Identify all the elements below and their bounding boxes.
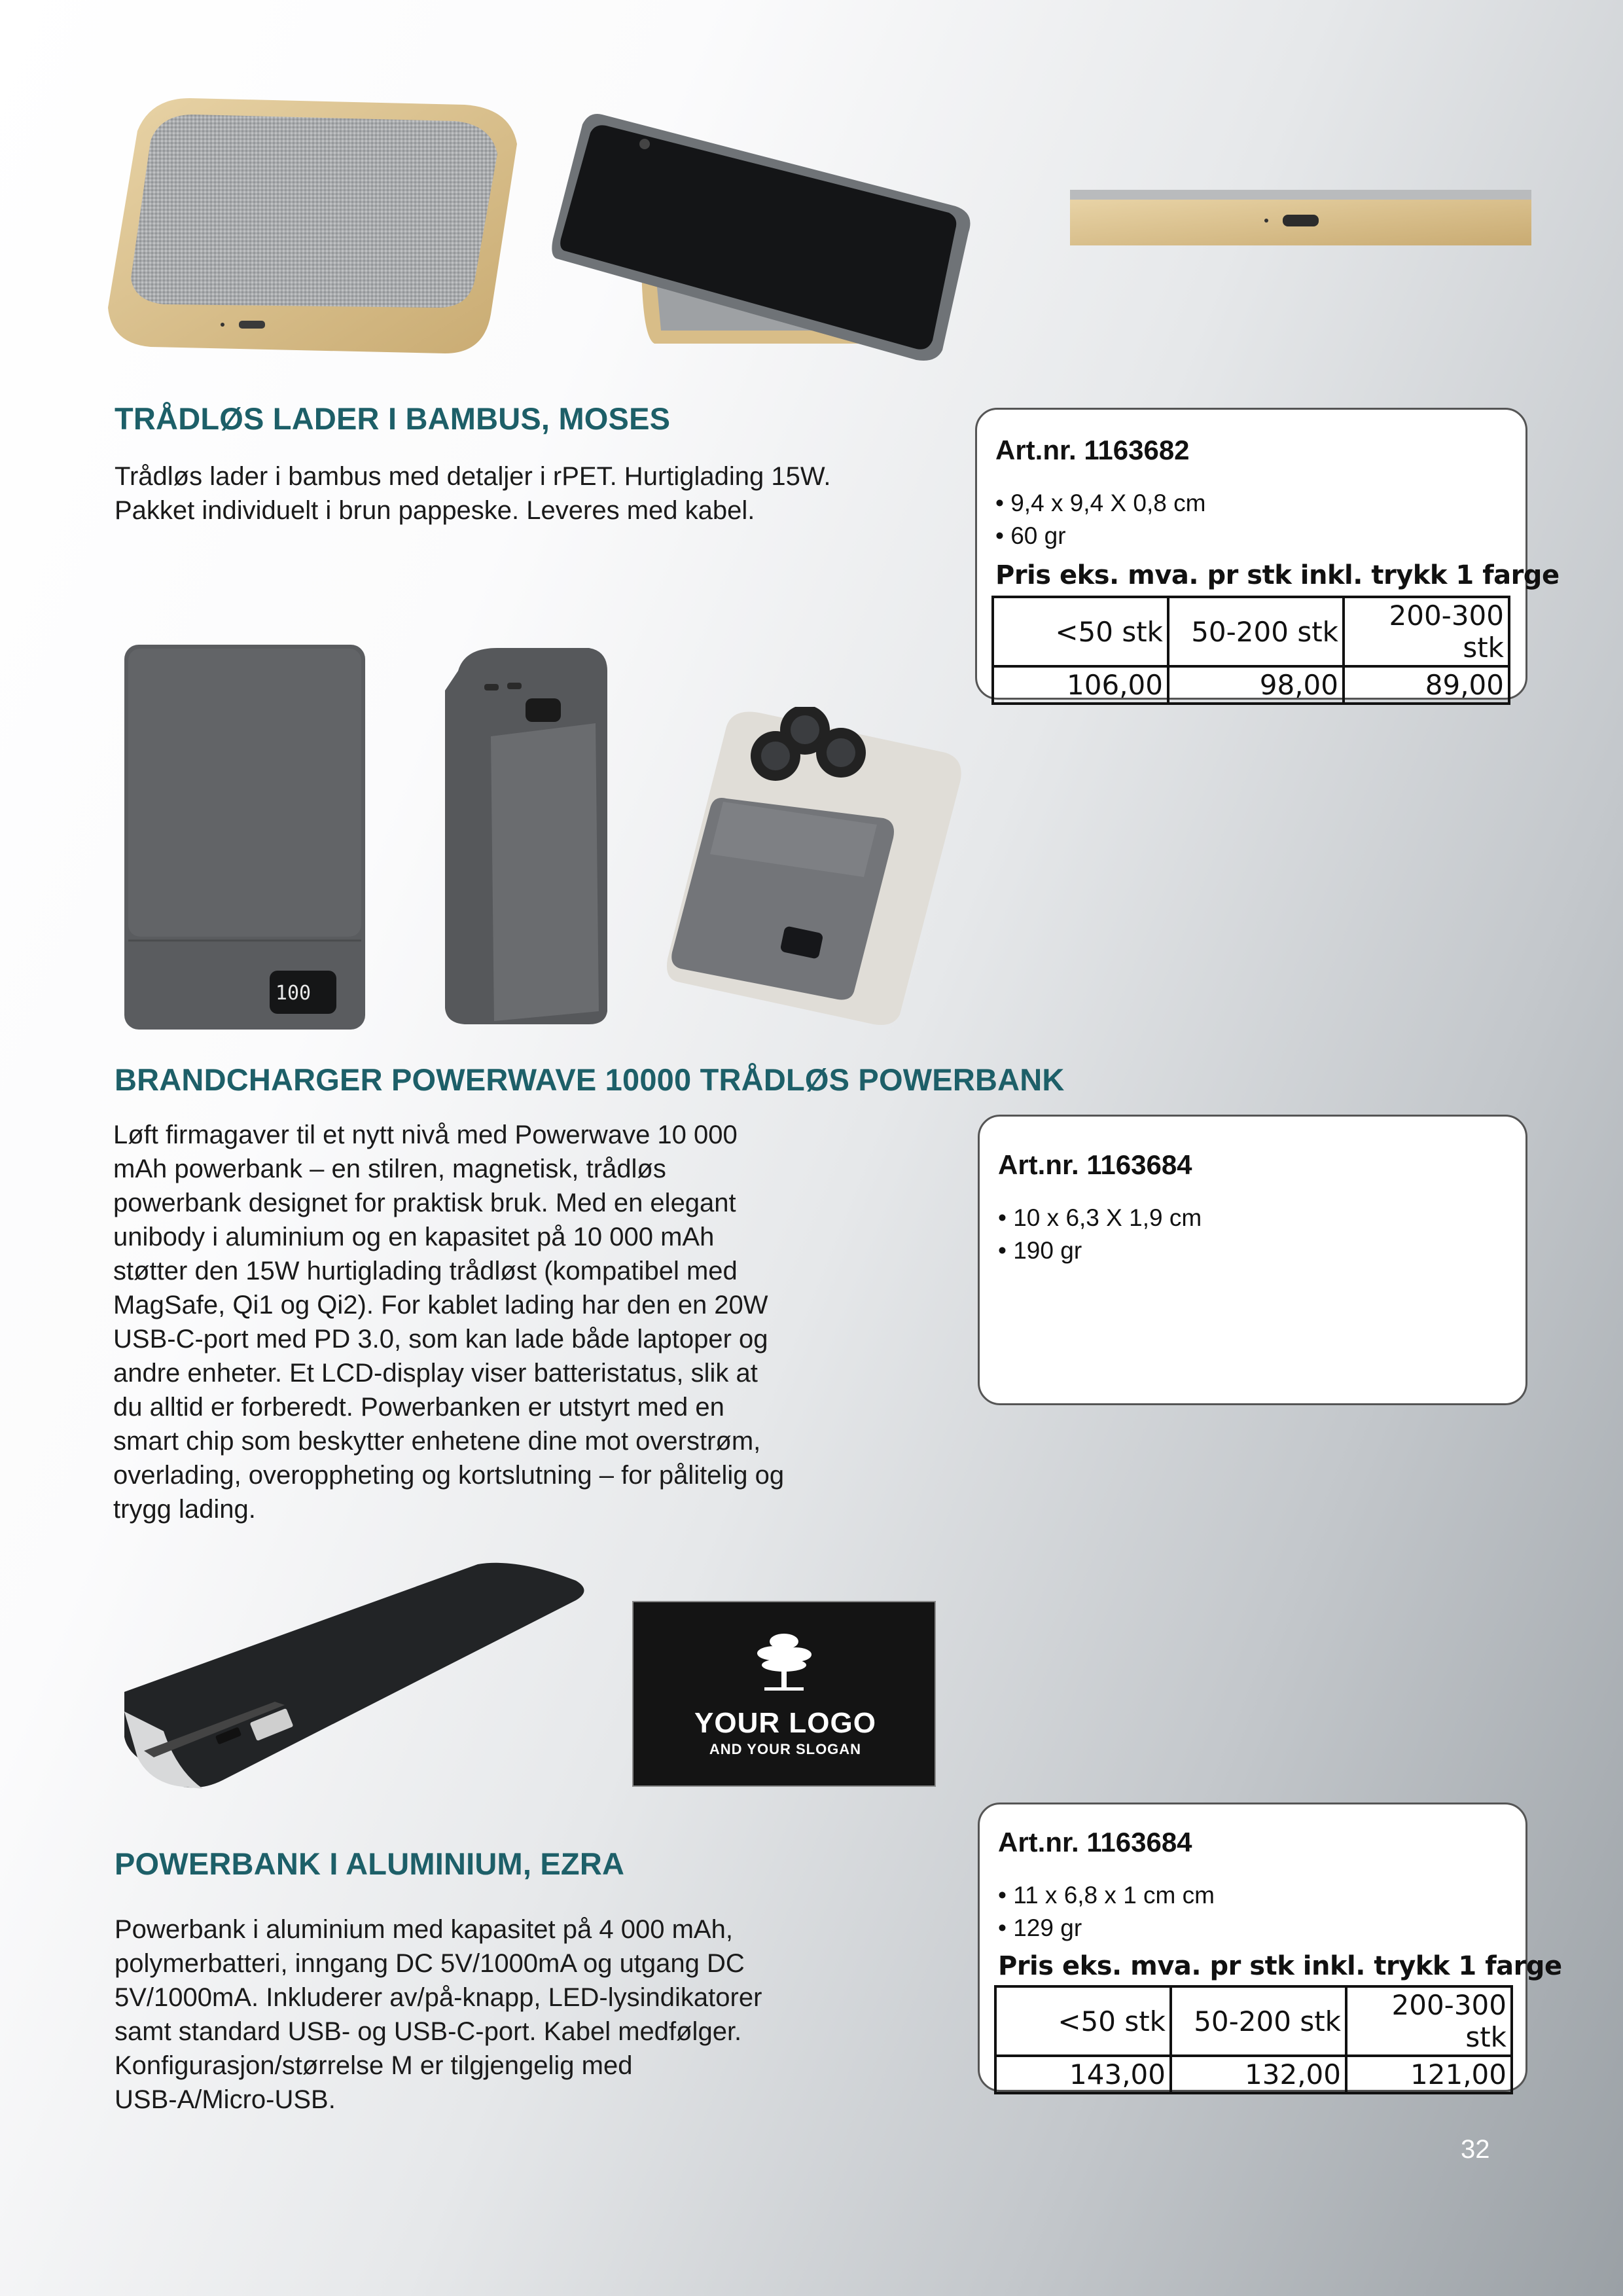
price-header-cell: 50-200 stk — [1168, 597, 1344, 666]
spec-box — [978, 1115, 1527, 1405]
lcd-display-text: 100 — [275, 982, 312, 1005]
article-number: Art.nr. 1163684 — [998, 1149, 1192, 1180]
product-description — [113, 1118, 784, 1526]
description-line: du alltid er forberedt. Powerbanken er utstyrt med en — [113, 1393, 724, 1422]
logo-print-image — [632, 1601, 936, 1787]
description-line: mAh powerbank – en stilren, magnetisk, trådløs — [113, 1155, 666, 1183]
price-cell: 106,00 — [993, 666, 1168, 704]
price-row — [995, 2056, 1512, 2093]
spec-box — [975, 408, 1560, 701]
price-cell: 143,00 — [995, 2056, 1171, 2093]
spec-list — [995, 487, 1205, 552]
description-line: trygg lading. — [113, 1495, 256, 1524]
price-header-cell: 50-200 stk — [1171, 1986, 1346, 2056]
logo-text: YOUR LOGO — [694, 1707, 876, 1739]
product-description — [115, 459, 831, 528]
price-row — [993, 666, 1509, 704]
description-line: USB-A/Micro-USB. — [115, 2085, 336, 2114]
powerbank-front-image — [124, 645, 365, 1031]
spec-item: • 60 gr — [995, 522, 1066, 549]
description-line: polymerbatteri, inngang DC 5V/1000mA og utgang DC — [115, 1949, 745, 1978]
description-line: Powerbank i aluminium med kapasitet på 4 000 mAh, — [115, 1915, 733, 1944]
price-table — [991, 596, 1510, 705]
price-header-cell: <50 stk — [995, 1986, 1171, 2056]
description-line: Konfigurasjon/størrelse M er tilgjengelig med — [115, 2051, 633, 2080]
price-table — [994, 1985, 1513, 2094]
article-number: Art.nr. 1163682 — [995, 435, 1190, 465]
description-line: andre enheter. Et LCD-display viser batteristatus, slik at — [113, 1359, 758, 1388]
spec-item: • 11 x 6,8 x 1 cm cm — [998, 1882, 1215, 1909]
price-header-cell: <50 stk — [993, 597, 1168, 666]
tree-logo-icon — [751, 1628, 817, 1694]
price-cell: 98,00 — [1168, 666, 1344, 704]
spec-box — [978, 1803, 1562, 2092]
aluminium-powerbank-image — [124, 1561, 589, 1797]
description-line: Pakket individuelt i brun pappeske. Leveres med kabel. — [115, 496, 755, 525]
powerbank-on-phone-image — [664, 707, 965, 1028]
spec-item: • 129 gr — [998, 1914, 1082, 1941]
price-header-cell: 200-300 stk — [1344, 597, 1509, 666]
description-line: Trådløs lader i bambus med detaljer i rPET. Hurtiglading 15W. — [115, 462, 831, 491]
description-line: powerbank designet for praktisk bruk. Med en elegant — [113, 1189, 736, 1217]
bamboo-charger-image — [98, 85, 530, 373]
price-heading: Pris eks. mva. pr stk inkl. trykk 1 farge — [998, 1951, 1562, 1981]
description-line: støtter den 15W hurtiglading trådløst (kompatibel med — [113, 1257, 738, 1285]
description-line: 5V/1000mA. Inkluderer av/på-knapp, LED-lysindikatorer — [115, 1983, 762, 2012]
product-title: BRANDCHARGER POWERWAVE 10000 TRÅDLØS POWERBANK — [115, 1062, 1065, 1097]
article-number: Art.nr. 1163684 — [998, 1827, 1192, 1857]
price-header-row — [995, 1986, 1512, 2056]
price-cell: 121,00 — [1346, 2056, 1512, 2093]
description-line: overlading, overoppheting og kortslutning – for pålitelig og — [113, 1461, 785, 1490]
description-line: USB-C-port med PD 3.0, som kan lade både laptoper og — [113, 1325, 768, 1354]
spec-item: • 9,4 x 9,4 X 0,8 cm — [995, 490, 1206, 516]
price-heading: Pris eks. mva. pr stk inkl. trykk 1 farge — [995, 560, 1560, 590]
description-line: Løft firmagaver til et nytt nivå med Powerwave 10 000 — [113, 1121, 738, 1149]
price-cell: 132,00 — [1171, 2056, 1346, 2093]
bamboo-charger-with-phone-image — [550, 108, 1021, 363]
product-title: POWERBANK I ALUMINIUM, EZRA — [115, 1846, 625, 1881]
spec-list — [998, 1202, 1202, 1267]
product-title: TRÅDLØS LADER I BAMBUS, MOSES — [115, 401, 671, 436]
spec-item: • 190 gr — [998, 1237, 1082, 1264]
product-description — [115, 1912, 762, 2117]
description-line: samt standard USB- og USB-C-port. Kabel medfølger. — [115, 2017, 742, 2046]
description-line: unibody i aluminium og en kapasitet på 10 000 mAh — [113, 1223, 715, 1251]
price-header-cell: 200-300 stk — [1346, 1986, 1512, 2056]
spec-item: • 10 x 6,3 X 1,9 cm — [998, 1204, 1202, 1231]
description-line: smart chip som beskytter enhetene dine mot overstrøm, — [113, 1427, 761, 1456]
bamboo-charger-side-image — [1070, 190, 1531, 255]
spec-list — [998, 1879, 1215, 1945]
price-header-row — [993, 597, 1509, 666]
slogan-text: AND YOUR SLOGAN — [709, 1741, 862, 1757]
page-number: 32 — [1461, 2135, 1490, 2164]
price-cell: 89,00 — [1344, 666, 1509, 704]
description-line: MagSafe, Qi1 og Qi2). For kablet lading har den en 20W — [113, 1291, 768, 1319]
powerbank-side-image — [438, 645, 610, 1026]
